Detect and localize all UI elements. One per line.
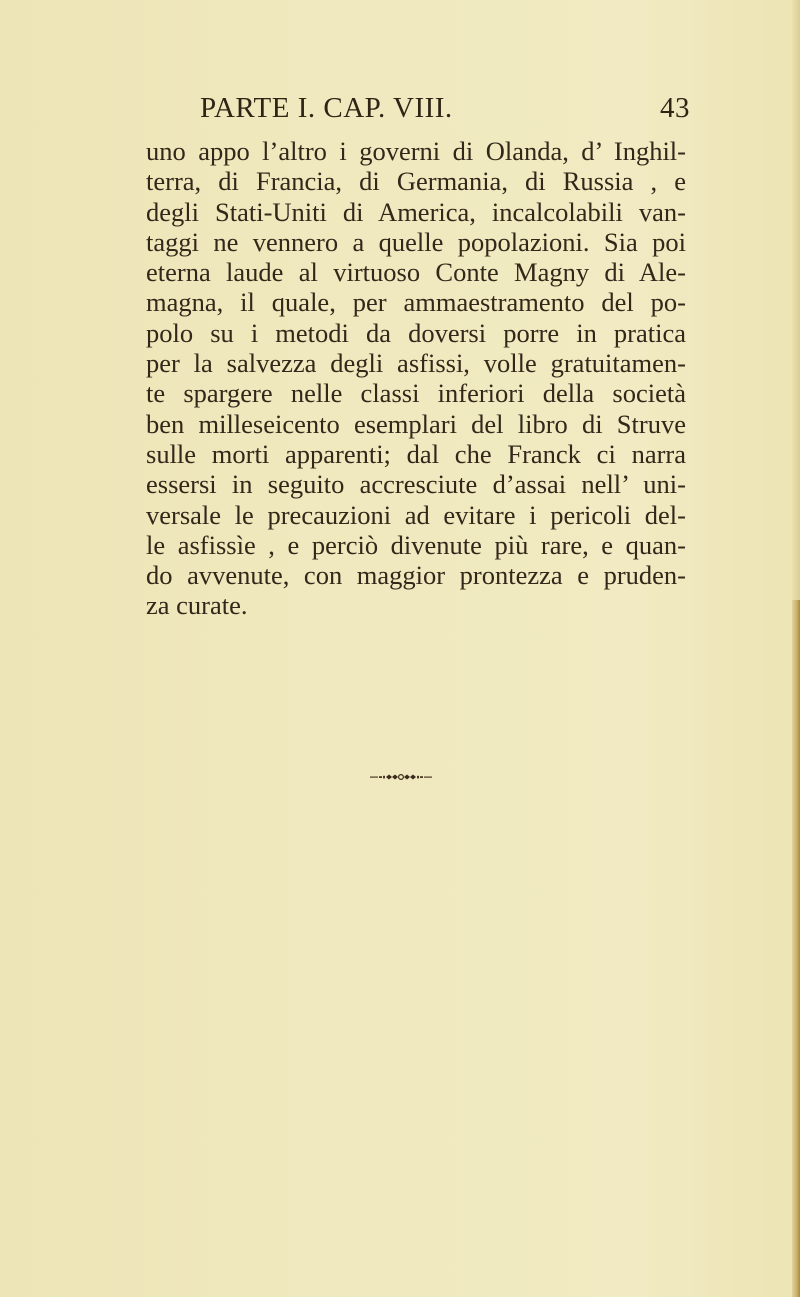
- ornament-rule-icon: [370, 774, 432, 780]
- text-line: te spargere nelle classi inferiori della società: [146, 378, 686, 409]
- running-head: [200, 92, 690, 132]
- text-line: eterna laude al virtuoso Conte Magny di Ale-: [146, 257, 686, 288]
- text-line: do avvenute, con maggior prontezza e pruden-: [146, 560, 686, 591]
- text-line: sulle morti apparenti; dal che Franck ci narra: [146, 438, 686, 469]
- text-line: polo su i metodi da doversi porre in pratica: [146, 317, 686, 348]
- running-title: PARTE I. CAP. VIII.: [200, 92, 453, 124]
- text-line: le asfissìe , e perciò divenute più rare, e quan-: [146, 529, 686, 560]
- page-edge-highlight: [792, 0, 800, 600]
- text-line: taggi ne vennero a quelle popolazioni. Sia poi: [146, 226, 686, 257]
- text-line: degli Stati-Uniti di America, incalcolabili van-: [146, 196, 686, 227]
- page-number: 43: [660, 92, 690, 124]
- text-line: uno appo l’altro i governi di Olanda, d’ Inghil-: [146, 136, 686, 166]
- text-line: versale le precauzioni ad evitare i pericoli del-: [146, 499, 686, 530]
- text-line: za curate.: [146, 590, 248, 621]
- text-line: terra, di Francia, di Germania, di Russia , e: [146, 166, 686, 197]
- text-line: ben milleseicento esemplari del libro di Struve: [146, 408, 686, 439]
- text-line: magna, il quale, per ammaestramento del po-: [146, 287, 686, 318]
- body-paragraph: [146, 136, 686, 621]
- text-line: essersi in seguito accresciute d’assai nell’ uni-: [146, 469, 686, 500]
- text-line: per la salvezza degli asfissi, volle gratuitamen-: [146, 348, 686, 379]
